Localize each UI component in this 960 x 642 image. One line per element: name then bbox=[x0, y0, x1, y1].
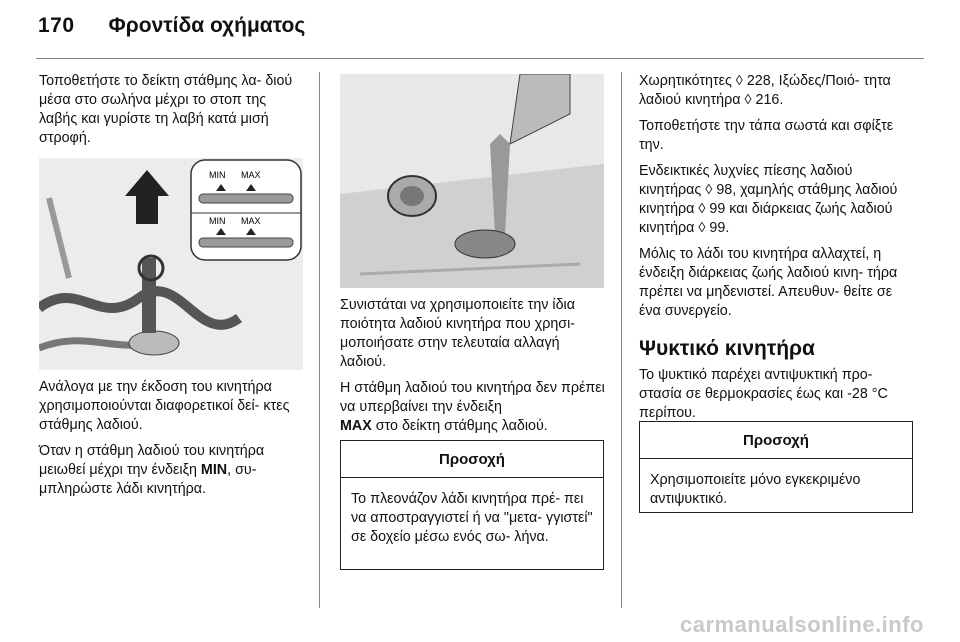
paragraph: Τοποθετήστε το δείκτη στάθμης λα- διού μέσα στο σωλήνα μέχρι το στοπ της λαβής και γυρίστε τη λαβή κατά μισή στροφή. bbox=[39, 73, 293, 146]
paragraph bbox=[340, 379, 606, 436]
page-title: Φροντίδα οχήματος bbox=[108, 14, 306, 37]
caution-body: Χρησιμοποιείτε μόνο εγκεκριμένο αντιψυκτικό. bbox=[650, 472, 861, 507]
text-run: Η στάθμη λαδιού του κινητήρα δεν πρέπει να υπερβαίνει την ένδειξη bbox=[340, 380, 605, 415]
min-term: MIN bbox=[200, 462, 228, 478]
paragraph: Συνιστάται να χρησιμοποιείτε την ίδια ποιότητα λαδιού κινητήρα που χρησι- μοποιήσατε στην τελευταία αλλαγή λαδιού. bbox=[340, 297, 576, 370]
column-2 bbox=[340, 296, 606, 443]
page-number: 170 bbox=[38, 14, 75, 37]
page-header bbox=[38, 14, 305, 50]
dipstick-illustration bbox=[39, 158, 303, 370]
min-label-bottom: MIN bbox=[209, 216, 226, 226]
paragraph: Τοποθετήστε την τάπα σωστά και σφίξτε την. bbox=[639, 118, 894, 153]
column-3 bbox=[639, 72, 911, 430]
header-divider bbox=[36, 58, 924, 59]
column-1 bbox=[39, 72, 305, 155]
max-label-bottom: MAX bbox=[241, 216, 261, 226]
text-run: στο δείκτη στάθμης λαδιού. bbox=[371, 418, 548, 434]
column-divider bbox=[319, 72, 320, 608]
caution-body: Το πλεονάζον λάδι κινητήρα πρέ- πει να αποστραγγιστεί ή να "μετα- γγιστεί" σε δοχείο μέσω ενός σω- λήνα. bbox=[351, 491, 593, 545]
paragraph: Ενδεικτικές λυχνίες πίεσης λαδιού κινητήρας ◊ 98, χαμηλής στάθμης λαδιού κινητήρα ◊ 99 και διάρκειας ζωής λαδιού κινητήρα ◊ 99. bbox=[639, 163, 898, 236]
min-label-top: MIN bbox=[209, 170, 226, 180]
caution-title: Προσοχή bbox=[640, 422, 912, 459]
paragraph: Μόλις το λάδι του κινητήρα αλλαχτεί, η ένδειξη διάρκειας ζωής λαδιού κινη- τήρα πρέπει να μηδενιστεί. Απευθυν- θείτε σε ένα συνεργείο. bbox=[639, 246, 898, 319]
paragraph: Χωρητικότητες ◊ 228, Ιξώδες/Ποιό- τητα λαδιού κινητήρα ◊ 216. bbox=[639, 73, 891, 108]
caution-box bbox=[340, 440, 604, 570]
max-label-top: MAX bbox=[241, 170, 261, 180]
text-run: , συ- μπληρώστε λάδι κινητήρα. bbox=[39, 462, 257, 497]
column-1-lower bbox=[39, 378, 305, 506]
max-term: MAX bbox=[340, 418, 372, 434]
caution-title: Προσοχή bbox=[341, 441, 603, 478]
paragraph: Το ψυκτικό παρέχει αντιψυκτική προ- στασία σε θερμοκρασίες έως και -28 °C περίπου. bbox=[639, 367, 888, 421]
oil-filling-illustration bbox=[340, 74, 604, 288]
paragraph bbox=[39, 442, 305, 499]
caution-box bbox=[639, 421, 913, 513]
paragraph: Ανάλογα με την έκδοση του κινητήρα χρησιμοποιούνται διαφορετικοί δεί- κτες στάθμης λαδιού. bbox=[39, 379, 290, 433]
oil-filling-figure bbox=[340, 74, 604, 288]
dipstick-figure bbox=[39, 158, 303, 370]
watermark: carmanualsonline.info bbox=[680, 612, 924, 637]
section-heading: Ψυκτικό κινητήρα bbox=[639, 337, 815, 360]
column-divider bbox=[621, 72, 622, 608]
text-run: Όταν η στάθμη λαδιού του κινητήρα μειωθεί μέχρι την ένδειξη bbox=[39, 443, 265, 478]
